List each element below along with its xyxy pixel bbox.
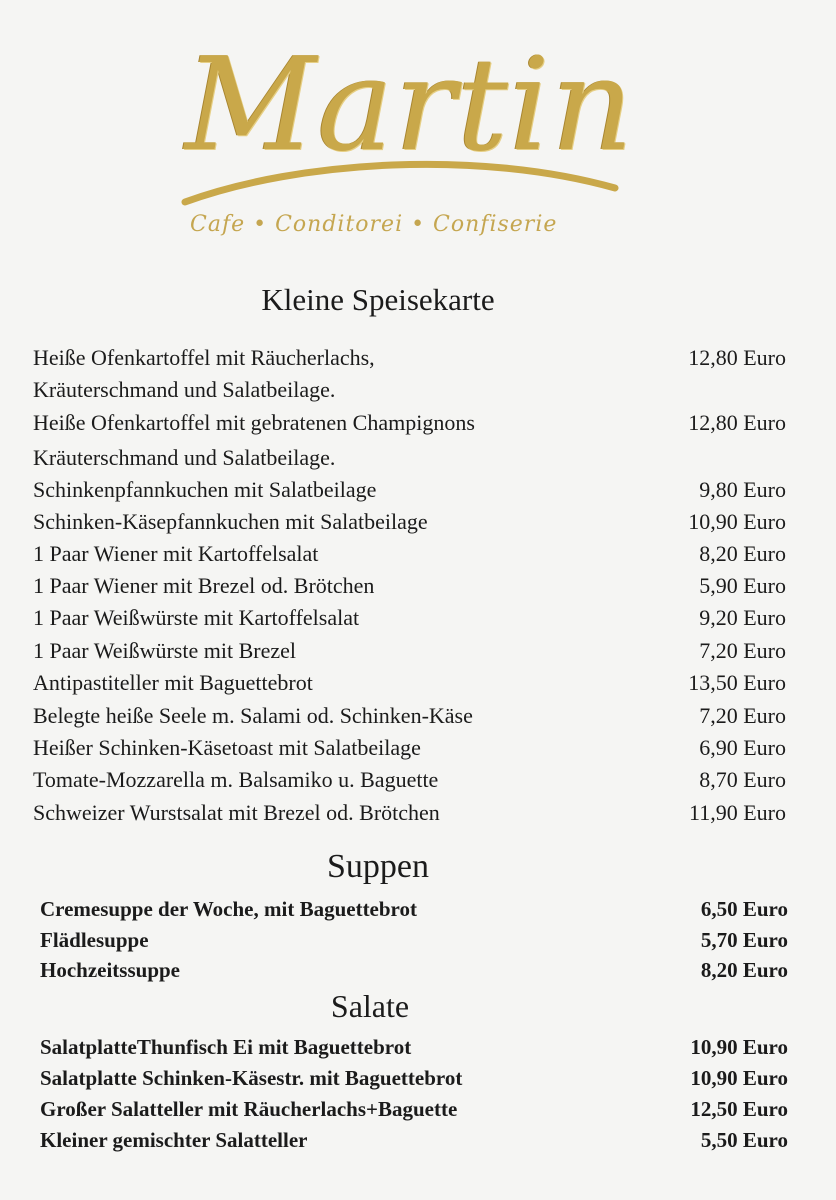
item-price: 8,20 Euro (700, 958, 788, 982)
menu-item (0, 638, 836, 668)
item-name: Belegte heiße Seele m. Salami od. Schinken-Käse (33, 703, 473, 728)
menu-item (0, 509, 836, 539)
item-price: 5,70 Euro (700, 928, 788, 952)
item-price: 6,50 Euro (700, 897, 788, 921)
salad-item (0, 1035, 836, 1065)
logo-name: Martin (185, 31, 635, 180)
menu-item (0, 703, 836, 733)
item-price: 8,70 Euro (699, 767, 786, 792)
item-price: 12,80 Euro (688, 410, 786, 435)
item-price: 10,90 Euro (690, 1066, 788, 1090)
item-name: Antipastiteller mit Baguettebrot (33, 670, 313, 695)
suppen-title: Suppen (327, 848, 429, 885)
item-price: 7,20 Euro (699, 638, 786, 663)
item-name: Kräuterschmand und Salatbeilage. (33, 377, 336, 402)
menu-item (0, 541, 836, 571)
item-price: 11,90 Euro (689, 800, 786, 825)
menu-item (0, 345, 836, 375)
logo-swoosh-icon (180, 150, 620, 210)
item-price: 13,50 Euro (688, 670, 786, 695)
item-name: Hochzeitssuppe (40, 958, 181, 982)
item-name: Kleiner gemischter Salatteller (40, 1128, 308, 1152)
item-name: Salatplatte Schinken-Käsestr. mit Baguettebrot (40, 1066, 463, 1090)
item-price: 7,20 Euro (699, 703, 786, 728)
menu-item (0, 377, 836, 407)
logo-subtitle: Cafe • Conditorei • Confiserie (190, 212, 558, 237)
soup-item (0, 958, 836, 988)
item-name: Tomate-Mozzarella m. Balsamiko u. Baguette (33, 767, 439, 792)
item-name: Schinkenpfannkuchen mit Salatbeilage (33, 477, 377, 502)
item-name: Schweizer Wurstsalat mit Brezel od. Brötchen (33, 800, 440, 825)
item-name: SalatplatteThunfisch Ei mit Baguettebrot (40, 1035, 412, 1059)
item-price: 10,90 Euro (690, 1035, 788, 1059)
item-price: 9,20 Euro (699, 605, 786, 630)
soup-item (0, 897, 836, 927)
item-price: 6,90 Euro (699, 735, 786, 760)
item-name: Heiße Ofenkartoffel mit Räucherlachs, (33, 345, 375, 370)
item-name: Heißer Schinken-Käsetoast mit Salatbeilage (33, 735, 421, 760)
salad-item (0, 1066, 836, 1096)
logo (0, 0, 836, 260)
soup-item (0, 928, 836, 958)
menu-title: Kleine Speisekarte (261, 282, 495, 317)
item-name: Cremesuppe der Woche, mit Baguettebrot (40, 897, 417, 921)
item-name: 1 Paar Weißwürste mit Brezel (33, 638, 296, 663)
menu-item (0, 410, 836, 440)
item-name: Großer Salatteller mit Räucherlachs+Baguette (40, 1097, 458, 1121)
menu-item (0, 445, 836, 475)
menu-item (0, 477, 836, 507)
menu-item (0, 767, 836, 797)
menu-item (0, 573, 836, 603)
item-name: Kräuterschmand und Salatbeilage. (33, 445, 336, 470)
item-name: 1 Paar Weißwürste mit Kartoffelsalat (33, 605, 360, 630)
salad-item (0, 1097, 836, 1127)
item-name: Schinken-Käsepfannkuchen mit Salatbeilage (33, 509, 428, 534)
item-price: 8,20 Euro (699, 541, 786, 566)
item-price: 10,90 Euro (688, 509, 786, 534)
item-price: 9,80 Euro (699, 477, 786, 502)
menu-item (0, 735, 836, 765)
item-name: 1 Paar Wiener mit Brezel od. Brötchen (33, 573, 375, 598)
item-price: 5,90 Euro (699, 573, 786, 598)
item-price: 5,50 Euro (700, 1128, 788, 1152)
item-name: Heiße Ofenkartoffel mit gebratenen Champignons (33, 410, 475, 435)
salate-title: Salate (330, 988, 410, 1024)
salad-item (0, 1128, 836, 1158)
item-price: 12,50 Euro (690, 1097, 788, 1121)
menu-item (0, 800, 836, 830)
item-name: 1 Paar Wiener mit Kartoffelsalat (33, 541, 319, 566)
item-name: Flädlesuppe (40, 928, 149, 952)
item-price: 12,80 Euro (688, 345, 786, 370)
menu-item (0, 605, 836, 635)
menu-item (0, 670, 836, 700)
